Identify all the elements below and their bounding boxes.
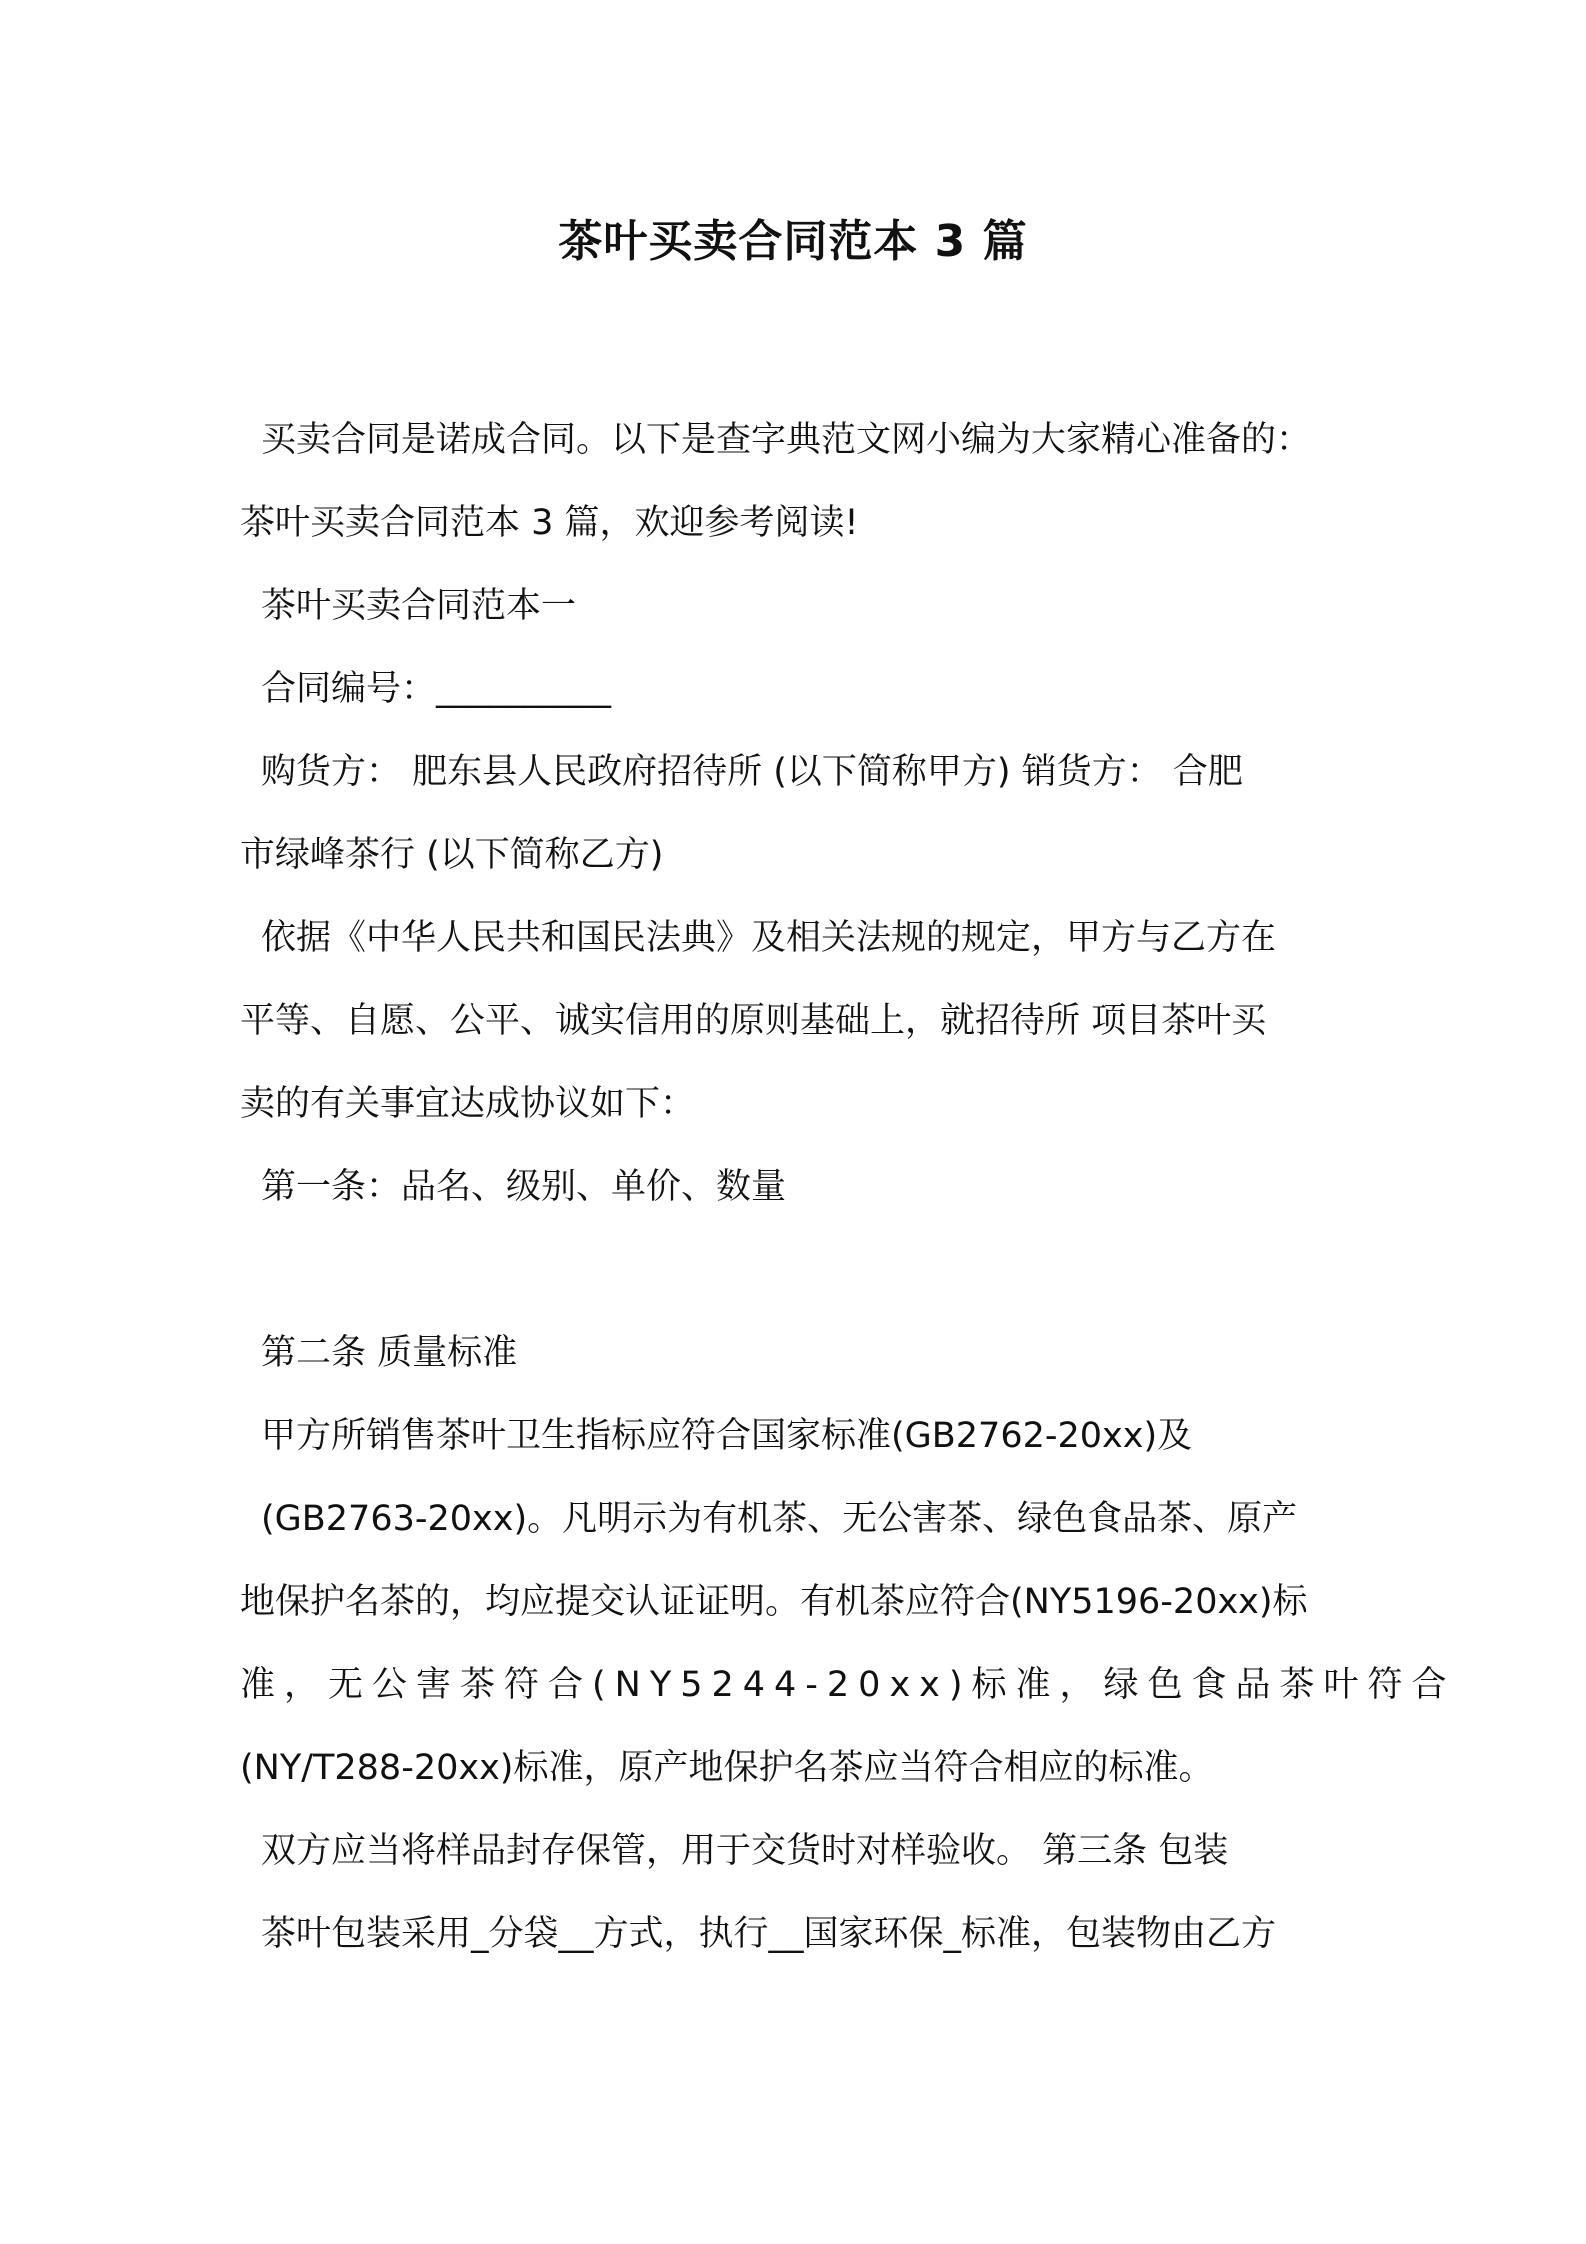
document-title: 茶叶买卖合同范本 3 篇 bbox=[558, 216, 1028, 267]
paragraph-line: 茶叶买卖合同范本 3 篇，欢迎参考阅读! bbox=[240, 503, 859, 543]
paragraph-line: (NY/T288-20xx)标准，原产地保护名茶应当符合相应的标准。 bbox=[240, 1748, 1214, 1788]
paragraph-line: 准，无公害茶符合(NY5244-20xx)标准，绿色食品茶叶符合 bbox=[240, 1665, 1456, 1705]
paragraph-line: 双方应当将样品封存保管，用于交货时对样验收。 第三条 包装 bbox=[261, 1831, 1229, 1871]
paragraph-line: 买卖合同是诺成合同。以下是查字典范文网小编为大家精心准备的： bbox=[261, 420, 1312, 460]
paragraph-line: 茶叶包装采用_分袋__方式，执行__国家环保_标准，包装物由乙方 bbox=[261, 1914, 1277, 1954]
paragraph-line: 依据《中华人民共和国民法典》及相关法规的规定，甲方与乙方在 bbox=[261, 918, 1277, 958]
paragraph-line: (GB2763-20xx)。凡明示为有机茶、无公害茶、绿色食品茶、原产 bbox=[261, 1499, 1298, 1539]
paragraph-line: 市绿峰茶行 (以下简称乙方) bbox=[240, 835, 664, 875]
paragraph-line: 购货方： 肥东县人民政府招待所 (以下简称甲方) 销货方： 合肥 bbox=[261, 752, 1243, 792]
paragraph-line: 平等、自愿、公平、诚实信用的原则基础上，就招待所 项目茶叶买 bbox=[240, 1001, 1267, 1041]
paragraph-line: 卖的有关事宜达成协议如下： bbox=[240, 1084, 696, 1124]
contract-number: 合同编号：__________ bbox=[261, 669, 612, 709]
article-heading: 第二条 质量标准 bbox=[261, 1333, 518, 1373]
article-heading: 第一条：品名、级别、单价、数量 bbox=[261, 1167, 787, 1207]
paragraph-line: 地保护名茶的，均应提交认证证明。有机茶应符合(NY5196-20xx)标 bbox=[240, 1582, 1308, 1622]
paragraph-line: 甲方所销售茶叶卫生指标应符合国家标准(GB2762-20xx)及 bbox=[261, 1416, 1193, 1456]
section-heading: 茶叶买卖合同范本一 bbox=[261, 586, 577, 626]
